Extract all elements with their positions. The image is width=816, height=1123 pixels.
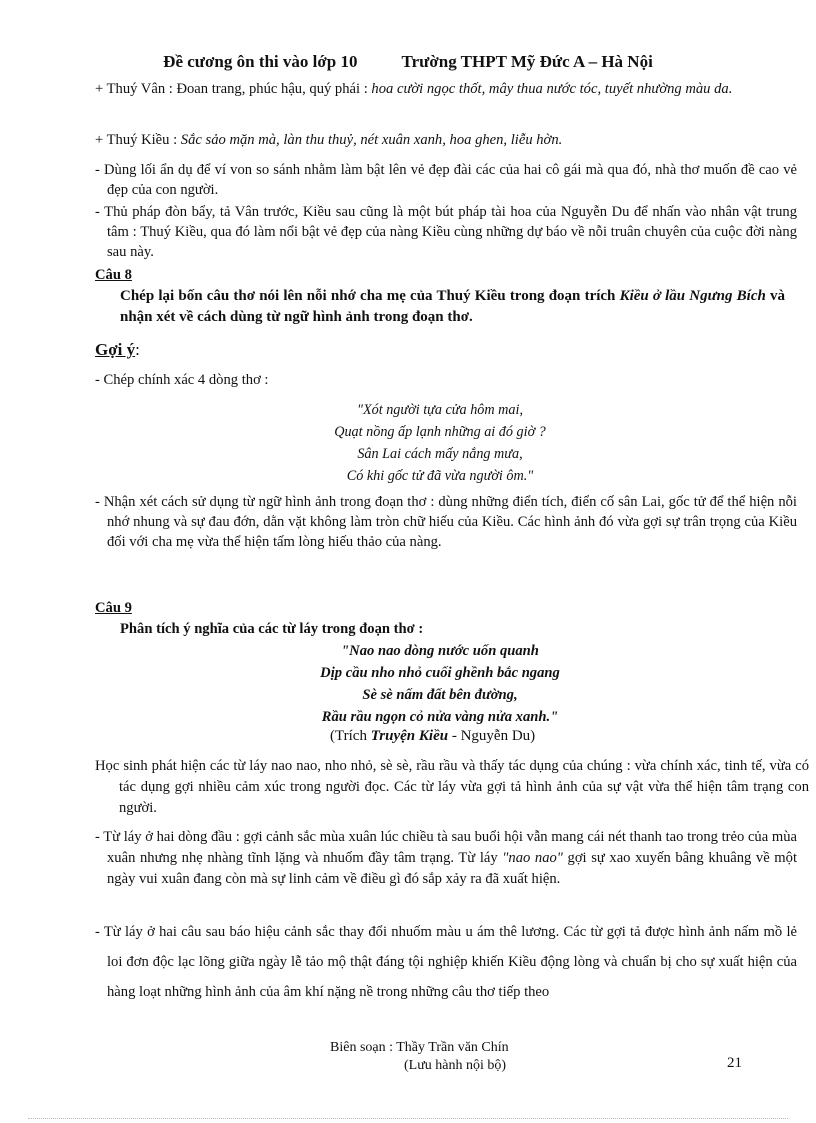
- goi-y-colon: :: [135, 340, 140, 359]
- page-header: [0, 52, 816, 72]
- trich-source: [330, 726, 730, 746]
- poem-2-line: Rầu rầu ngọn cỏ nửa vàng nửa xanh.": [321, 709, 559, 725]
- goi-y-heading: [95, 340, 785, 360]
- thuy-kieu-italic: Sắc sảo mặn mà, làn thu thuỷ, nét xuân xanh, hoa ghen, liễu hờn.: [180, 132, 563, 148]
- hoc-sinh: Học sinh phát hiện các từ láy nao nao, nho nhỏ, sè sè, rầu rầu và thấy tác dụng của chúng : vừa chính xác, tinh tế, vừa có tác dụng gợi nhiều cảm xúc trong người đọc. Các từ láy vừa gợi tả hình ảnh của sự vật vừa thể hiện tâm trạng con người.: [95, 758, 809, 816]
- poem-1-line: "Xót người tựa cửa hôm mai,: [357, 402, 523, 418]
- thuy-van-line: [95, 79, 797, 99]
- hai-dong-dau-rest: gợi sự xao xuyến bâng khuâng về một ngày vui xuân đang còn mà sự linh cảm về điều gì đó sắp xảy ra đã xuất hiện.: [107, 850, 798, 887]
- hai-cau-sau: - Từ láy ở hai câu sau báo hiệu cảnh sắc thay đổi nhuốm màu u ám thê lương. Các từ gợi tả được hình ảnh nấm mồ lẻ loi đơn độc lạc lõng giữa ngày lễ tảo mộ thật đáng tội nghiệp khiến Kiều động lòng và chuẩn bị cho sự xuất hiện của hàng loạt những hình ảnh của âm khí nặng nề trong những câu thơ tiếp theo: [95, 924, 797, 1000]
- cau8-prompt-end: và nhận xét về cách dùng từ ngữ hình ảnh trong đoạn thơ.: [120, 288, 785, 325]
- goi-y-label: Gợi ý: [95, 340, 136, 359]
- thuy-van-lead: + Thuý Vân : Đoan trang, phúc hậu, quý phái :: [95, 81, 372, 97]
- para-don-bay: - Thủ pháp đòn bẩy, tả Vân trước, Kiều sau cũng là một bút pháp tài hoa của Nguyễn Du để nhấn vào nhân vật trung tâm : Thuý Kiều, qua đó làm nổi bật vẻ đẹp của nàng Kiều cùng những dự báo về nỗi truân chuyên của cuộc đời nàng sau này.: [95, 204, 797, 260]
- cau8-title: Câu 8: [95, 267, 132, 283]
- copy-intro: - Chép chính xác 4 dòng thơ :: [95, 372, 269, 388]
- cau8-prompt-work: Kiều ở lầu Ngưng Bích: [619, 288, 766, 304]
- trich-work: Truyện Kiều: [370, 728, 449, 744]
- cau9-prompt: Phân tích ý nghĩa của các từ láy trong đoạn thơ :: [120, 621, 424, 637]
- hai-dong-dau-italic: "nao nao": [502, 850, 563, 866]
- header-right: Trường THPT Mỹ Đức A – Hà Nội: [401, 52, 653, 71]
- footer-circulation: (Lưu hành nội bộ): [404, 1058, 507, 1073]
- page-bottom-divider: [28, 1118, 788, 1119]
- thuy-kieu-lead: + Thuý Kiều :: [95, 132, 181, 148]
- page-number: 21: [727, 1055, 742, 1071]
- poem-2: [95, 640, 785, 728]
- footer-author: Biên soạn : Thầy Trần văn Chín: [330, 1040, 509, 1055]
- para-an-du: - Dùng lối ẩn dụ để ví von so sánh nhằm làm bật lên vẻ đẹp đài các của hai cô gái mà qua đó, nhà thơ muốn đề cao vẻ đẹp của con người.: [95, 162, 797, 198]
- trich-rest: - Nguyễn Du): [448, 728, 536, 744]
- poem-2-line: Dịp cầu nho nhỏ cuối ghềnh bắc ngang: [320, 665, 560, 681]
- page-footer: [330, 1039, 509, 1075]
- cau8-prompt-text: Chép lại bốn câu thơ nói lên nỗi nhớ cha mẹ của Thuý Kiều trong đoạn trích: [120, 288, 620, 304]
- poem-1: [95, 399, 785, 487]
- cau9-title: Câu 9: [95, 600, 132, 616]
- poem-1-line: Quạt nồng ấp lạnh những ai đó giờ ?: [334, 424, 546, 440]
- trich-open: (Trích: [330, 728, 371, 744]
- cau8-prompt: [120, 286, 785, 328]
- hai-dong-dau: [95, 827, 797, 890]
- header-left: Đề cương ôn thi vào lớp 10: [163, 52, 358, 71]
- hai-dong-dau-lead: - Từ láy ở hai dòng đầu : gợi cảnh sắc mùa xuân lúc chiều tà sau buổi hội vẫn mang cái nét thanh tao trong trẻo của mùa xuân nhưng nhẹ nhàng tĩnh lặng và nhuốm đầy tâm trạng. Từ láy: [95, 829, 797, 866]
- nhan-xet: - Nhận xét cách sử dụng từ ngữ hình ảnh trong đoạn thơ : dùng những điển tích, điển cố sân Lai, gốc tử để thể hiện nỗi nhớ nhung và sự đau đớn, dằn vặt không làm tròn chữ hiếu của Kiều. Các hình ảnh đó vừa gợi sự trân trọng của Kiều đối với cha mẹ vừa thể hiện tấm lòng hiếu thảo của nàng.: [95, 494, 797, 550]
- poem-1-line: Sân Lai cách mấy nắng mưa,: [357, 446, 523, 462]
- poem-2-line: "Nao nao dòng nước uốn quanh: [341, 643, 539, 659]
- poem-1-line: Có khi gốc tử đã vừa người ôm.": [346, 468, 534, 484]
- poem-2-line: Sè sè nấm đất bên đường,: [362, 687, 518, 703]
- thuy-van-italic: hoa cười ngọc thốt, mây thua nước tóc, tuyết nhường màu da.: [371, 81, 733, 97]
- thuy-kieu-line: [95, 130, 797, 150]
